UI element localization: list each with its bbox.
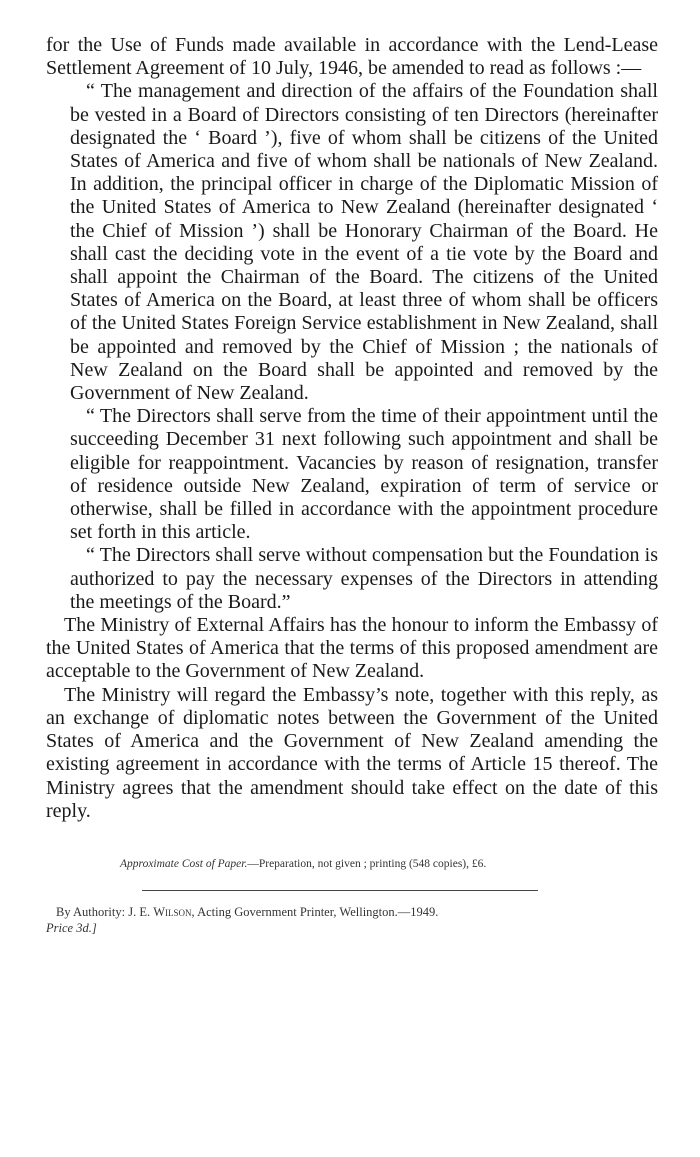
quoted-paragraph-term: “ The Directors shall serve from the time of their appointment until the succeeding December 31 next following such appointment and shall be eligible for reappointment. Vacancies by reason of resignation, transfer of residence outside New Zealand, expiration of term of service or otherwise, shall be filled in accordance with the appointment procedure set forth in this article.: [70, 405, 658, 544]
cost-text: —Preparation, not given ; printing (548 copies), £6.: [247, 857, 487, 870]
authority-prefix: By Authority: J. E.: [56, 904, 154, 919]
quoted-paragraph-management: “ The management and direction of the affairs of the Foundation shall be vested in a Board of Directors consisting of ten Directors (hereinafter designated the ‘ Board ’), five of whom shall be citizens of the United States of America and five of whom shall be nationals of New Zealand. In addition, the principal officer in charge of the Diplomatic Mission of the United States of America to New Zealand (hereinafter designated ‘ the Chief of Mission ’) shall be Honorary Chairman of the Board. He shall cast the deciding vote in the event of a tie vote by the Board and shall appoint the Chairman of the Board. The citizens of the United States of America on the Board, at least three of whom shall be officers of the United States Foreign Service establishment in New Zealand, shall be appointed and removed by the Chief of Mission ; the nationals of New Zealand on the Board shall be appointed and removed by the Government of New Zealand.: [70, 80, 658, 405]
authority-suffix: , Acting Government Printer, Wellington.—1949.: [191, 904, 439, 919]
closing-paragraph-exchange: The Ministry will regard the Embassy’s note, together with this reply, as an exchange of diplomatic notes between the Government of the United States of America and the Government of New Zealand amending the existing agreement in accordance with the terms of Article 15 thereof. The Ministry agrees that the amendment should take effect on the date of this reply.: [46, 683, 658, 822]
document-page: [46, 34, 658, 936]
printer-name: Wilson: [153, 904, 192, 919]
quoted-amendment: [46, 80, 658, 614]
cost-label: Approximate Cost of Paper.: [120, 857, 248, 870]
printer-authority: [46, 904, 658, 920]
closing-paragraph-acceptance: The Ministry of External Affairs has the honour to inform the Embassy of the United States of America that the terms of this proposed amendment are acceptable to the Government of New Zealand.: [46, 614, 658, 683]
opening-paragraph: for the Use of Funds made available in accordance with the Lend-Lease Settlement Agreement of 10 July, 1946, be amended to read as follows :—: [46, 34, 658, 80]
cost-of-paper-note: [46, 857, 658, 871]
footer-divider: [142, 890, 538, 891]
quoted-paragraph-compensation: “ The Directors shall serve without compensation but the Foundation is authorized to pay the necessary expenses of the Directors in attending the meetings of the Board.”: [70, 544, 658, 613]
price: Price 3d.]: [46, 920, 97, 935]
